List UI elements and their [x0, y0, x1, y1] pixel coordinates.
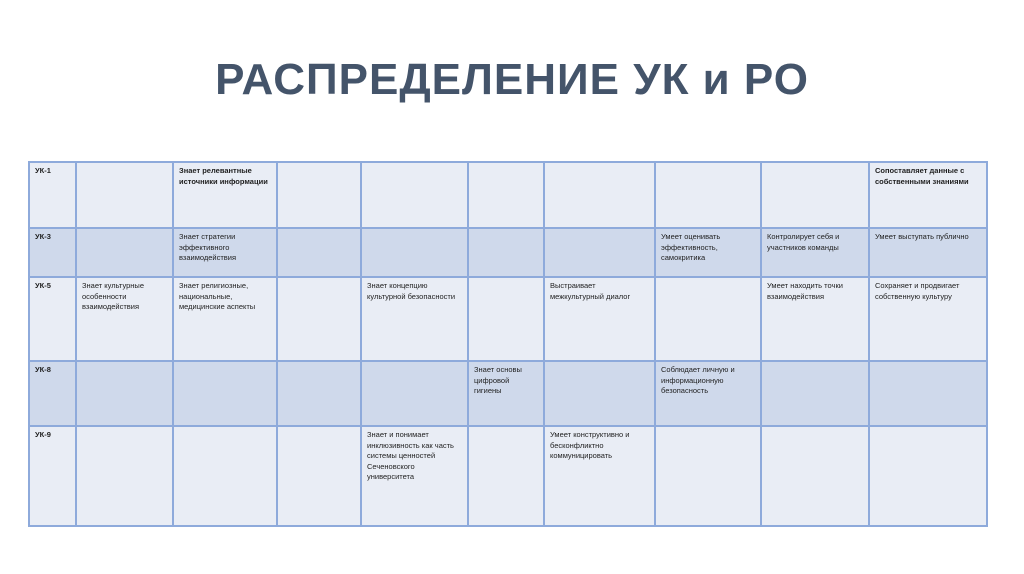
- table-cell: Знает основы цифровой гигиены: [468, 361, 544, 426]
- table-cell: Знает концепцию культурной безопасности: [361, 277, 468, 361]
- table-cell: [76, 228, 173, 277]
- table-cell: [277, 228, 361, 277]
- table-cell: Знает и понимает инклюзивность как часть системы ценностей Сеченовского университета: [361, 426, 468, 526]
- table-cell: Знает релевантные источники информации: [173, 162, 277, 228]
- table-cell: Знает религиозные, национальные, медицинские аспекты: [173, 277, 277, 361]
- table-cell: [655, 277, 761, 361]
- table-cell: [173, 426, 277, 526]
- table-cell: [544, 228, 655, 277]
- table-cell: [869, 426, 987, 526]
- table-cell: [277, 162, 361, 228]
- table-row: [29, 361, 987, 426]
- row-header-uk3: УК-3: [29, 228, 76, 277]
- table-cell: Выстраивает межкультурный диалог: [544, 277, 655, 361]
- row-header-uk8: УК-8: [29, 361, 76, 426]
- table-cell: [468, 228, 544, 277]
- table-cell: [361, 228, 468, 277]
- table-cell: Сохраняет и продвигает собственную культуру: [869, 277, 987, 361]
- table-cell: Соблюдает личную и информационную безопасность: [655, 361, 761, 426]
- table-cell: [76, 162, 173, 228]
- table-row: [29, 426, 987, 526]
- table-cell: [761, 361, 869, 426]
- table-cell: Контролирует себя и участников команды: [761, 228, 869, 277]
- table-row: [29, 228, 987, 277]
- table-cell: [761, 426, 869, 526]
- table-cell: [544, 361, 655, 426]
- table-cell: [869, 361, 987, 426]
- distribution-table: [28, 161, 988, 527]
- table-cell: Знает культурные особенности взаимодействия: [76, 277, 173, 361]
- table-cell: [173, 361, 277, 426]
- table-cell: [76, 361, 173, 426]
- table-cell: [468, 277, 544, 361]
- row-header-uk9: УК-9: [29, 426, 76, 526]
- table-cell: [468, 162, 544, 228]
- table-cell: [277, 277, 361, 361]
- table-cell: [544, 162, 655, 228]
- table-cell: [76, 426, 173, 526]
- table-cell: [361, 361, 468, 426]
- table-cell: [655, 162, 761, 228]
- table-cell: [655, 426, 761, 526]
- table-cell: [277, 361, 361, 426]
- page-title: РАСПРЕДЕЛЕНИЕ УК и РО: [215, 55, 809, 104]
- table-row: [29, 162, 987, 228]
- table-cell: [468, 426, 544, 526]
- table-cell: Умеет выступать публично: [869, 228, 987, 277]
- table-cell: Сопоставляет данные с собственными знаниями: [869, 162, 987, 228]
- table-cell: Умеет находить точки взаимодействия: [761, 277, 869, 361]
- row-header-uk1: УК-1: [29, 162, 76, 228]
- table-cell: [277, 426, 361, 526]
- table-cell: Умеет оценивать эффективность, самокритика: [655, 228, 761, 277]
- table-cell: Умеет конструктивно и бесконфликтно коммуницировать: [544, 426, 655, 526]
- row-header-uk5: УК-5: [29, 277, 76, 361]
- table-row: [29, 277, 987, 361]
- table-cell: [361, 162, 468, 228]
- table-cell: [761, 162, 869, 228]
- table-cell: Знает стратегии эффективного взаимодействия: [173, 228, 277, 277]
